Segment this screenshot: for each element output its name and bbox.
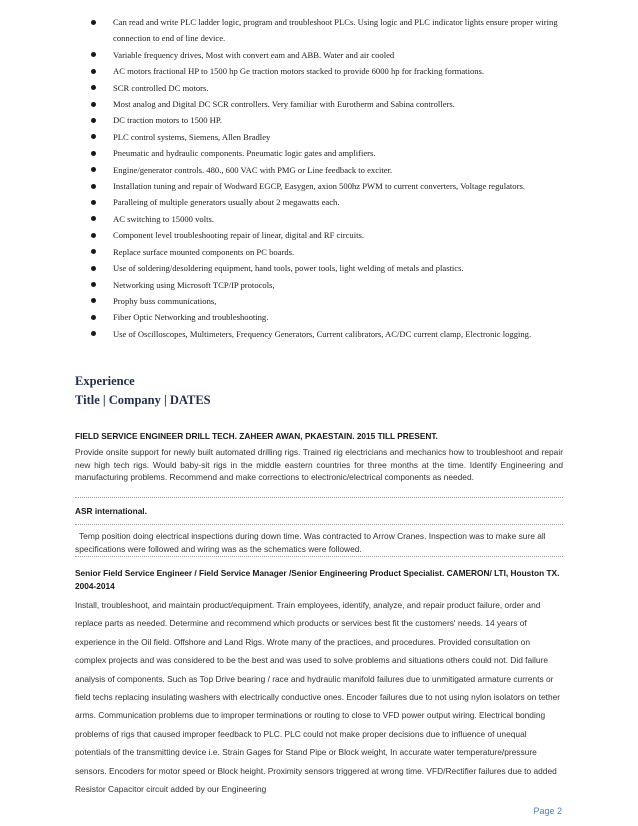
skill-item: Variable frequency drives, Most with convert eam and ABB. Water and air cooled — [91, 47, 571, 63]
job-title: Senior Field Service Engineer / Field Service Manager /Senior Engineering Product Specialist. CAMERON/ LTI, Houston TX. 2004-2014 — [75, 568, 560, 591]
job-description: Install, troubleshoot, and maintain product/equipment. Train employees, identify, analyze, and repair product failure, order and replace parts as needed. Determine and recommend which products or services best fit the customers' needs. 14 years of experience in the Oil field. Offshore and Land Rigs. Wrote many of the practices, and procedures. Provided consultation on complex projects and was considered to be the best and was used to solve problems and situations others could not. Did failure analysis of components. Such as Top Drive bearing / race and hydraulic manifold failures due to unmitigated armature currents or field techs replacing insulating washers with electrically conductive ones. Encoder failures due to not using nylon isolators on tether arms. Communication problems due to improper terminations or routing to close to VFD power output wiring. Electrical bonding problems of rigs that caused improper feedback to PLC. PLC could not make proper decisions due to influence of unequal potentials of the transmitting device i.e. Strain Gages for Stand Pipe or Block weight, In accurate water temperature/pressure sensors. Encoders for motor speed or Block height. Proximity sensors triggered at wrong time. VFD/Rectifier failures due to added Resistor Capacitor circuit added by our Engineering — [75, 600, 561, 795]
bullet-icon — [91, 249, 96, 254]
skill-item: Engine/generator controls. 480., 600 VAC with PMG or Line feedback to exciter. — [91, 162, 571, 178]
skill-item: Installation tuning and repair of Wodward EGCP, Easygen, axion 500hz PWM to current converters, Voltage regulators. — [91, 178, 571, 194]
bullet-icon — [91, 266, 96, 271]
skill-item: Replace surface mounted components on PC boards. — [91, 244, 571, 260]
skills-list — [91, 14, 571, 342]
section-divider — [75, 497, 563, 498]
page-number: Page 2 — [533, 806, 562, 816]
skill-item: Can read and write PLC ladder logic, program and troubleshoot PLCs. Using logic and PLC indicator lights ensure proper wiring connection to end of line device. — [91, 14, 571, 47]
skill-item: Fiber Optic Networking and troubleshooting. — [91, 309, 571, 325]
skill-item: Pneumatic and hydraulic components. Pneumatic logic gates and amplifiers. — [91, 145, 571, 161]
bullet-icon — [91, 200, 96, 205]
skill-item: Paralleing of multiple generators usually about 2 megawatts each. — [91, 194, 571, 210]
section-divider — [75, 556, 563, 557]
skill-item: DC traction motors to 1500 HP. — [91, 112, 571, 128]
bullet-icon — [91, 69, 96, 74]
skill-item: Prophy buss communications, — [91, 293, 571, 309]
skill-item: Most analog and Digital DC SCR controllers. Very familiar with Eurotherm and Sabina controllers. — [91, 96, 571, 112]
job-title: FIELD SERVICE ENGINEER DRILL TECH. ZAHEER AWAN, PKAESTAIN. 2015 TILL PRESENT. — [75, 431, 438, 441]
skill-item: AC switching to 15000 volts. — [91, 211, 571, 227]
skill-item: AC motors fractional HP to 1500 hp Ge traction motors stacked to provide 6000 hp for fracking formations. — [91, 63, 571, 79]
bullet-icon — [91, 118, 96, 123]
bullet-icon — [91, 102, 96, 107]
skill-item: Use of soldering/desoldering equipment, hand tools, power tools, light welding of metals and plastics. — [91, 260, 571, 276]
job-title: ASR international. — [75, 506, 147, 516]
bullet-icon — [91, 184, 96, 189]
bullet-icon — [91, 282, 96, 287]
bullet-icon — [91, 85, 96, 90]
bullet-icon — [91, 216, 96, 221]
bullet-icon — [91, 20, 96, 25]
job-description: Provide onsite support for newly built automated drilling rigs. Trained rig electricians and mechanics how to troubleshoot and repair new high tech rigs. Would baby-sit rigs in the middle eastern countries for three months at the time. Identify Engineering and manufacturing problems. Recommend and make corrections to electronic/electrical components as needed. — [75, 447, 563, 483]
title-company-dates-heading: Title | Company | DATES — [75, 393, 211, 407]
bullet-icon — [91, 233, 96, 238]
bullet-icon — [91, 298, 96, 303]
skill-item: Component level troubleshooting repair of linear, digital and RF circuits. — [91, 227, 571, 243]
bullet-icon — [91, 331, 96, 336]
skill-item: Use of Oscilloscopes, Multimeters, Frequency Generators, Current calibrators, AC/DC current clamp, Electronic logging. — [91, 326, 571, 342]
experience-heading: Experience — [75, 374, 135, 388]
skill-item: PLC control systems, Siemens, Allen Bradley — [91, 129, 571, 145]
job-description: Temp position doing electrical inspections during down time. Was contracted to Arrow Cranes. Inspection was to make sure all specifications were followed and wiring was as the schematics were followed. — [75, 531, 546, 554]
skill-item: Networking using Microsoft TCP/IP protocols, — [91, 277, 571, 293]
bullet-icon — [91, 315, 96, 320]
skill-item: SCR controlled DC motors. — [91, 80, 571, 96]
bullet-icon — [91, 134, 96, 139]
bullet-icon — [91, 151, 96, 156]
bullet-icon — [91, 52, 96, 57]
bullet-icon — [91, 167, 96, 172]
section-divider — [75, 524, 563, 525]
